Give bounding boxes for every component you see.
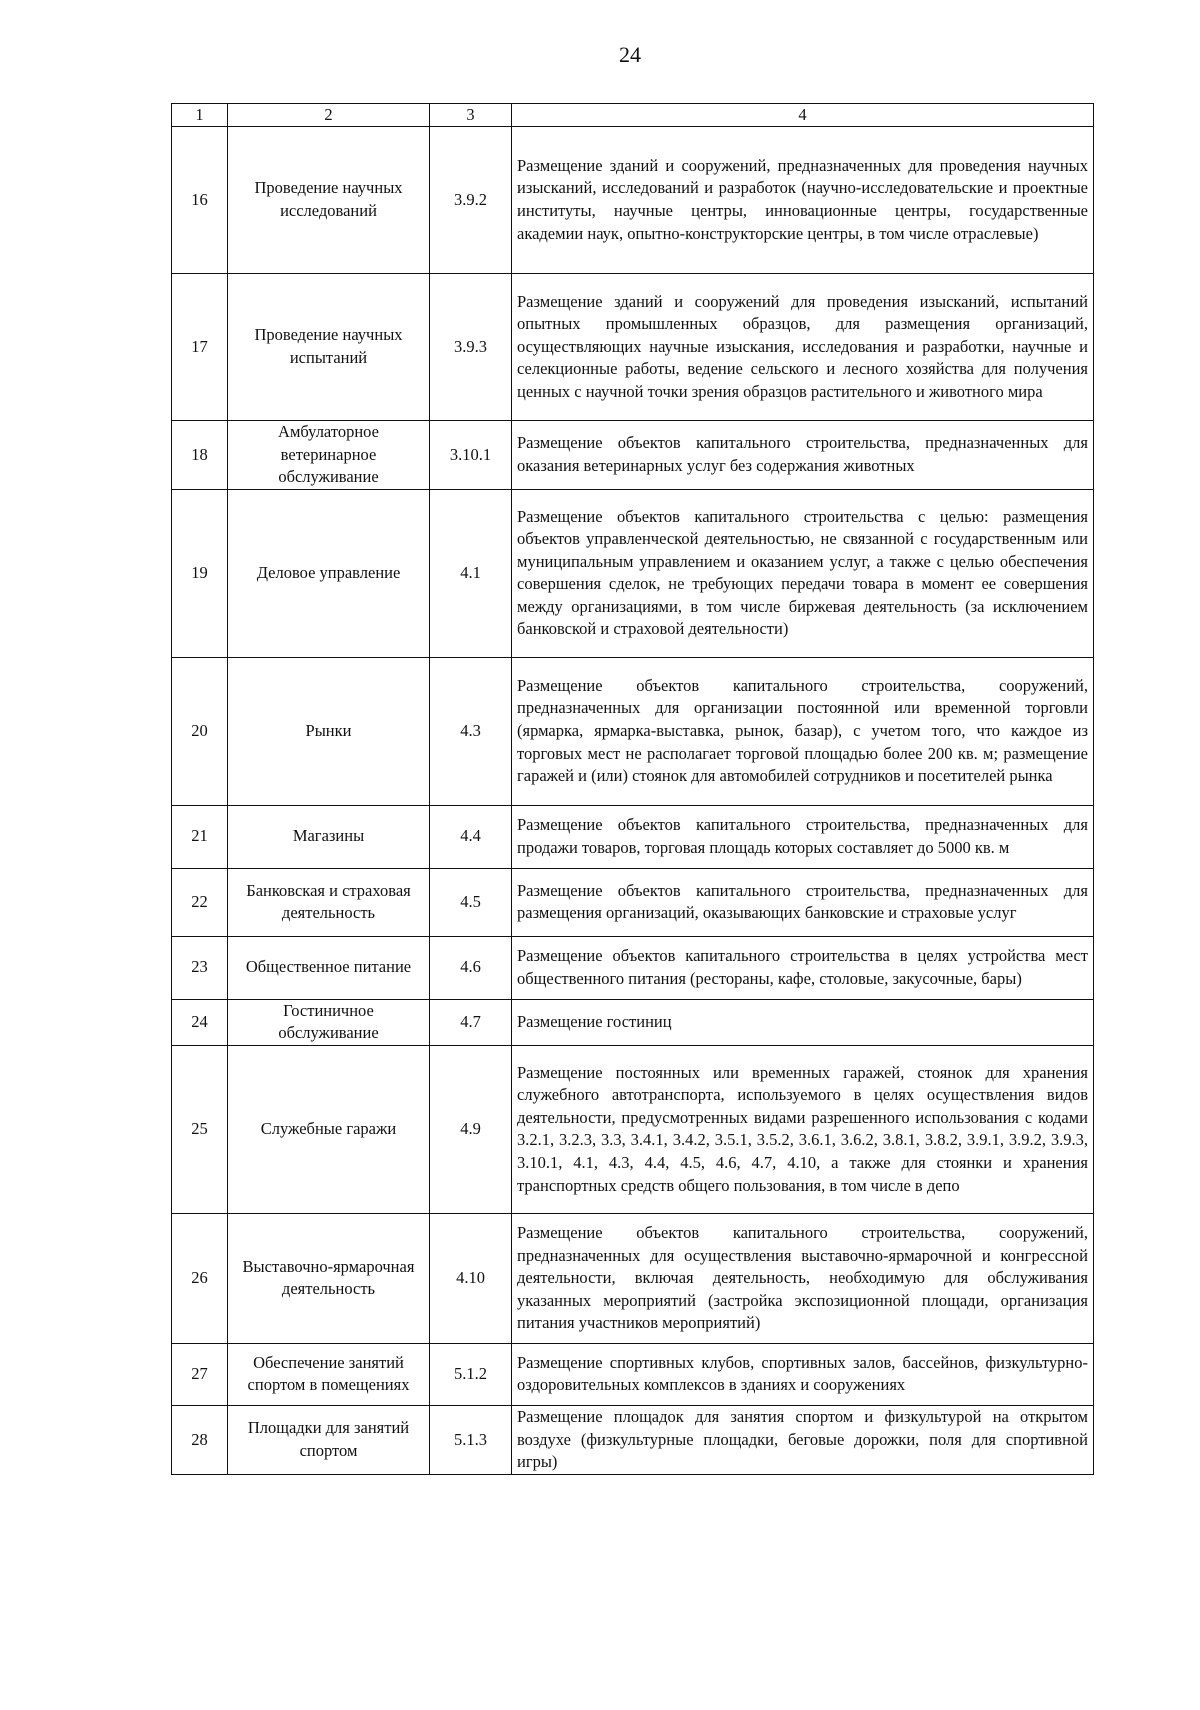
row-description: Размещение объектов капитального строительства, предназначенных для оказания ветеринарных услуг без содержания животных — [512, 421, 1094, 490]
header-col-3: 3 — [430, 104, 512, 127]
row-name: Служебные гаражи — [228, 1045, 430, 1213]
row-code: 4.3 — [430, 657, 512, 805]
row-name: Амбулаторное ветеринарное обслуживание — [228, 421, 430, 490]
row-description: Размещение объектов капитального строительства, сооружений, предназначенных для организации постоянной или временной торговли (ярмарка, ярмарка-выставка, рынок, базар), с учетом того, что каждое из торговых мест не располагает торговой площадью более 200 кв. м; размещение гаражей и (или) стоянок для автомобилей сотрудников и посетителей рынка — [512, 657, 1094, 805]
table-row — [172, 1405, 1094, 1474]
row-number: 21 — [172, 805, 228, 868]
row-name: Гостиничное обслуживание — [228, 999, 430, 1045]
table-row — [172, 805, 1094, 868]
row-number: 28 — [172, 1405, 228, 1474]
row-name: Выставочно-ярмарочная деятельность — [228, 1213, 430, 1343]
row-name: Проведение научных испытаний — [228, 274, 430, 421]
table-row — [172, 127, 1094, 274]
row-number: 22 — [172, 868, 228, 936]
row-number: 25 — [172, 1045, 228, 1213]
row-code: 4.6 — [430, 936, 512, 999]
row-code: 3.9.2 — [430, 127, 512, 274]
row-name: Площадки для занятий спортом — [228, 1405, 430, 1474]
land-use-table — [171, 103, 1094, 1475]
row-name: Магазины — [228, 805, 430, 868]
row-name: Обеспечение занятий спортом в помещениях — [228, 1343, 430, 1405]
row-number: 20 — [172, 657, 228, 805]
table-row — [172, 489, 1094, 657]
row-number: 16 — [172, 127, 228, 274]
row-code: 4.5 — [430, 868, 512, 936]
row-number: 26 — [172, 1213, 228, 1343]
row-code: 4.7 — [430, 999, 512, 1045]
row-number: 24 — [172, 999, 228, 1045]
row-code: 5.1.2 — [430, 1343, 512, 1405]
row-number: 19 — [172, 489, 228, 657]
row-number: 27 — [172, 1343, 228, 1405]
table-row — [172, 1213, 1094, 1343]
row-name: Банковская и страховая деятельность — [228, 868, 430, 936]
row-description: Размещение постоянных или временных гаражей, стоянок для хранения служебного автотранспорта, используемого в целях осуществления видов деятельности, предусмотренных видами разрешенного использования с кодами 3.2.1, 3.2.3, 3.3, 3.4.1, 3.4.2, 3.5.1, 3.5.2, 3.6.1, 3.6.2, 3.8.1, 3.8.2, 3.9.1, 3.9.2, 3.9.3, 3.10.1, 4.1, 4.3, 4.4, 4.5, 4.6, 4.7, 4.10, а также для стоянки и хранения транспортных средств общего пользования, в том числе в депо — [512, 1045, 1094, 1213]
row-description: Размещение объектов капитального строительства, сооружений, предназначенных для осуществления выставочно-ярмарочной и конгрессной деятельности, включая деятельность, необходимую для обслуживания указанных мероприятий (застройка экспозиционной площади, организация питания участников мероприятий) — [512, 1213, 1094, 1343]
table-row — [172, 999, 1094, 1045]
row-description: Размещение спортивных клубов, спортивных залов, бассейнов, физкультурно-оздоровительных комплексов в зданиях и сооружениях — [512, 1343, 1094, 1405]
row-code: 5.1.3 — [430, 1405, 512, 1474]
row-description: Размещение зданий и сооружений, предназначенных для проведения научных изысканий, исследований и разработок (научно-исследовательские и проектные институты, научные центры, инновационные центры, государственные академии наук, опытно-конструкторские центры, в том числе отраслевые) — [512, 127, 1094, 274]
row-name: Общественное питание — [228, 936, 430, 999]
table-row — [172, 868, 1094, 936]
row-code: 3.9.3 — [430, 274, 512, 421]
row-code: 4.10 — [430, 1213, 512, 1343]
row-description: Размещение гостиниц — [512, 999, 1094, 1045]
table-row — [172, 657, 1094, 805]
row-description: Размещение объектов капитального строительства, предназначенных для продажи товаров, торговая площадь которых составляет до 5000 кв. м — [512, 805, 1094, 868]
row-code: 4.9 — [430, 1045, 512, 1213]
row-code: 3.10.1 — [430, 421, 512, 490]
row-name: Рынки — [228, 657, 430, 805]
table-row — [172, 274, 1094, 421]
row-code: 4.1 — [430, 489, 512, 657]
row-number: 17 — [172, 274, 228, 421]
row-code: 4.4 — [430, 805, 512, 868]
row-name: Деловое управление — [228, 489, 430, 657]
table-row — [172, 421, 1094, 490]
page-number: 24 — [619, 42, 641, 67]
row-description: Размещение объектов капитального строительства с целью: размещения объектов управленческой деятельностью, не связанной с государственным или муниципальным управлением и оказанием услуг, а также с целью обеспечения совершения сделок, не требующих передачи товара в момент ее совершения между организациями, в том числе биржевая деятельность (за исключением банковской и страховой деятельности) — [512, 489, 1094, 657]
header-col-1: 1 — [172, 104, 228, 127]
header-col-2: 2 — [228, 104, 430, 127]
table-row — [172, 1045, 1094, 1213]
table-row — [172, 1343, 1094, 1405]
table-row — [172, 936, 1094, 999]
row-description: Размещение объектов капитального строительства в целях устройства мест общественного питания (рестораны, кафе, столовые, закусочные, бары) — [512, 936, 1094, 999]
header-col-4: 4 — [512, 104, 1094, 127]
row-description: Размещение зданий и сооружений для проведения изысканий, испытаний опытных промышленных образцов, для размещения организаций, осуществляющих научные изыскания, исследования и разработки, научные и селекционные работы, ведение сельского и лесного хозяйства для получения ценных с научной точки зрения образцов растительного и животного мира — [512, 274, 1094, 421]
row-description: Размещение объектов капитального строительства, предназначенных для размещения организаций, оказывающих банковские и страховые услуг — [512, 868, 1094, 936]
table-header-row — [172, 104, 1094, 127]
row-number: 23 — [172, 936, 228, 999]
row-description: Размещение площадок для занятия спортом и физкультурой на открытом воздухе (физкультурные площадки, беговые дорожки, поля для спортивной игры) — [512, 1405, 1094, 1474]
row-number: 18 — [172, 421, 228, 490]
row-name: Проведение научных исследований — [228, 127, 430, 274]
